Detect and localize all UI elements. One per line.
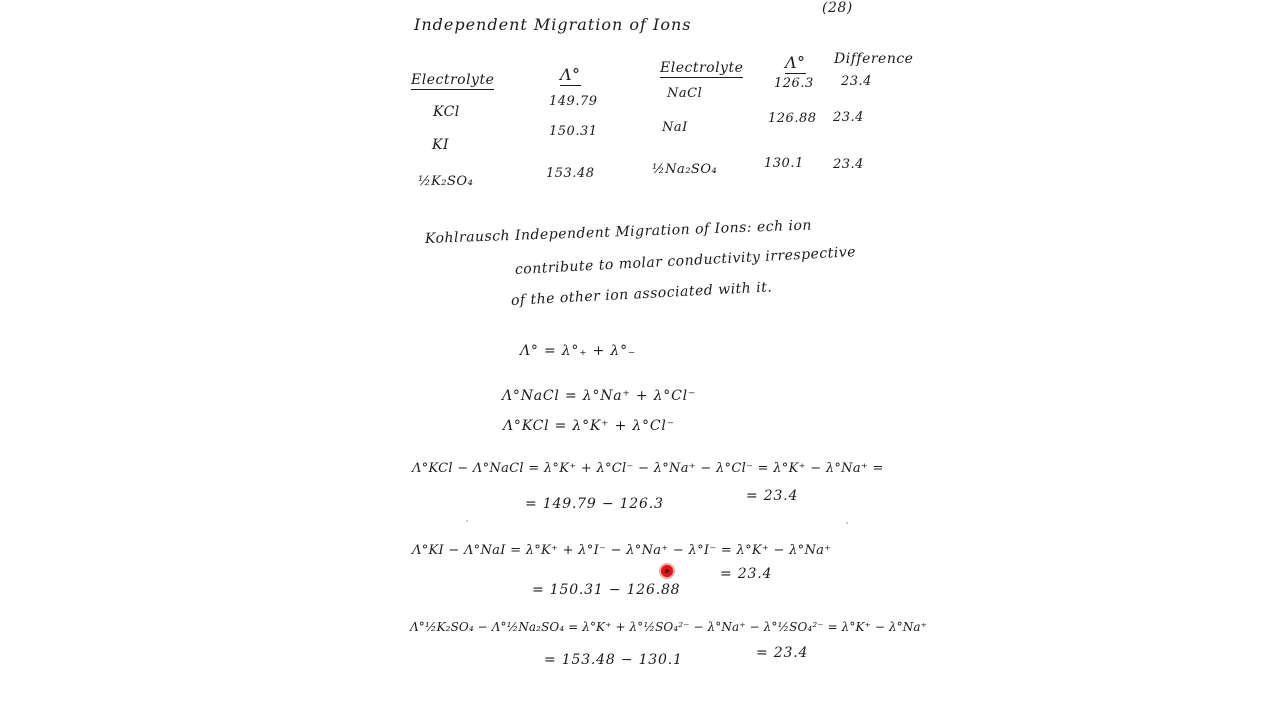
row3-difference: 23.4 xyxy=(833,157,864,172)
row3-electrolyte-2: ½Na₂SO₄ xyxy=(652,162,718,177)
row1-lambda-1: 149.79 xyxy=(549,94,598,109)
page-number: (28) xyxy=(822,0,853,16)
equation-diff-sulfate-result: = 23.4 xyxy=(756,645,809,661)
row3-electrolyte-1: ½K₂SO₄ xyxy=(418,174,474,189)
row3-lambda-2: 130.1 xyxy=(764,156,804,171)
header-lambda-1: Λ° xyxy=(560,65,581,84)
equation-general: Λ° = λ°₊ + λ°₋ xyxy=(520,343,637,359)
equation-nacl: Λ°NaCl = λ°Na⁺ + λ°Cl⁻ xyxy=(502,388,697,404)
header-difference: Difference xyxy=(834,51,914,67)
row1-lambda-2: 126.3 xyxy=(774,76,814,91)
header-electrolyte-2: Electrolyte xyxy=(660,60,744,76)
row1-electrolyte-1: KCl xyxy=(433,104,460,120)
row2-lambda-2: 126.88 xyxy=(768,111,817,126)
law-line-2: contribute to molar conductivity irrespective xyxy=(514,244,857,278)
row2-electrolyte-2: NaI xyxy=(662,120,688,135)
law-line-3: of the other ion associated with it. xyxy=(510,279,773,309)
row3-lambda-1: 153.48 xyxy=(546,166,595,181)
row1-difference: 23.4 xyxy=(841,74,872,89)
scan-speck xyxy=(466,520,468,522)
equation-diff-iodide-result: = 23.4 xyxy=(720,566,773,582)
row2-lambda-1: 150.31 xyxy=(549,124,598,139)
page-title: Independent Migration of Ions xyxy=(414,15,692,34)
equation-diff-chloride-values: = 149.79 − 126.3 xyxy=(525,496,664,512)
equation-diff-iodide-values: = 150.31 − 126.88 xyxy=(532,582,681,598)
mouse-cursor-indicator xyxy=(661,565,673,577)
equation-kcl: Λ°KCl = λ°K⁺ + λ°Cl⁻ xyxy=(503,418,675,434)
equation-diff-chloride-result: = 23.4 xyxy=(746,488,799,504)
row1-electrolyte-2: NaCl xyxy=(667,86,703,101)
equation-diff-sulfate: Λ°½K₂SO₄ − Λ°½Na₂SO₄ = λ°K⁺ + λ°½SO₄²⁻ − λ°Na⁺ − λ°½SO₄²⁻ = λ°K⁺ − λ°Na⁺ xyxy=(410,620,928,634)
equation-diff-iodide: Λ°KI − Λ°NaI = λ°K⁺ + λ°I⁻ − λ°Na⁺ − λ°I⁻ = λ°K⁺ − λ°Na⁺ xyxy=(412,543,832,558)
row2-electrolyte-1: KI xyxy=(432,137,449,153)
header-lambda-2: Λ° xyxy=(785,53,806,72)
equation-diff-sulfate-values: = 153.48 − 130.1 xyxy=(544,652,683,668)
law-line-1: Kohlrausch Independent Migration of Ions: ech ion xyxy=(424,217,813,247)
header-electrolyte-1: Electrolyte xyxy=(411,72,495,88)
row2-difference: 23.4 xyxy=(833,110,864,125)
equation-diff-chloride: Λ°KCl − Λ°NaCl = λ°K⁺ + λ°Cl⁻ − λ°Na⁺ − λ°Cl⁻ = λ°K⁺ − λ°Na⁺ = xyxy=(412,461,884,476)
scan-speck xyxy=(846,522,848,524)
